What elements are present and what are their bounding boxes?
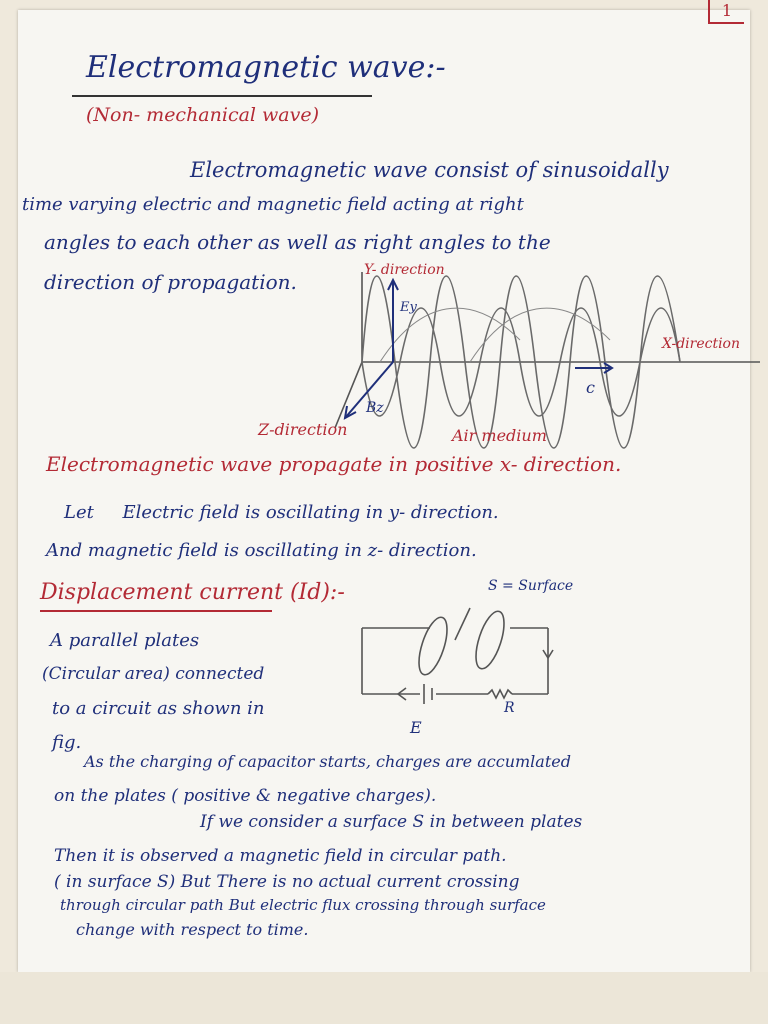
- medium-label: Air medium: [452, 426, 547, 445]
- let-line-2: And magnetic field is oscillating in z- direction.: [46, 540, 477, 561]
- intro-line-1: Electromagnetic wave consist of sinusoidally: [190, 158, 669, 182]
- surface-label: S = Surface: [488, 578, 574, 594]
- body-line-2: on the plates ( positive & negative charges).: [54, 786, 437, 806]
- subtitle: (Non- mechanical wave): [86, 104, 320, 126]
- body-line-4: Then it is observed a magnetic field in circular path.: [54, 846, 507, 866]
- resistor-label: R: [504, 700, 515, 716]
- displacement-current-heading: Displacement current (Id):-: [40, 580, 345, 605]
- y-direction-label: Y- direction: [364, 262, 445, 278]
- page-title: Electromagnetic wave:-: [86, 50, 446, 85]
- x-direction-label: X-direction: [662, 336, 741, 352]
- left-text-2: (Circular area) connected: [42, 664, 265, 684]
- intro-line-4: direction of propagation.: [44, 270, 297, 294]
- emf-label: E: [410, 718, 422, 737]
- body-line-1: As the charging of capacitor starts, charges are accumlated: [84, 752, 571, 771]
- e-field-label: Ey: [400, 300, 417, 315]
- propagation-line: Electromagnetic wave propagate in positive x- direction.: [46, 452, 622, 476]
- intro-line-2: time varying electric and magnetic field acting at right: [22, 194, 524, 215]
- intro-line-3: angles to each other as well as right angles to the: [44, 230, 551, 254]
- page-number: 1: [708, 0, 744, 24]
- body-line-6: through circular path But electric flux crossing through surface: [60, 896, 546, 914]
- body-line-7: change with respect to time.: [76, 920, 309, 939]
- left-text-1: A parallel plates: [50, 630, 200, 651]
- b-field-label: Bz: [366, 400, 384, 416]
- body-line-5: ( in surface S) But There is no actual current crossing: [54, 872, 520, 892]
- z-direction-label: Z-direction: [258, 420, 348, 439]
- let-line-1: Let Electric field is oscillating in y- direction.: [64, 502, 499, 523]
- left-text-4: fig.: [52, 732, 82, 753]
- left-text-3: to a circuit as shown in: [52, 698, 265, 719]
- body-line-3: If we consider a surface S in between plates: [200, 812, 583, 832]
- speed-label: c: [586, 378, 595, 397]
